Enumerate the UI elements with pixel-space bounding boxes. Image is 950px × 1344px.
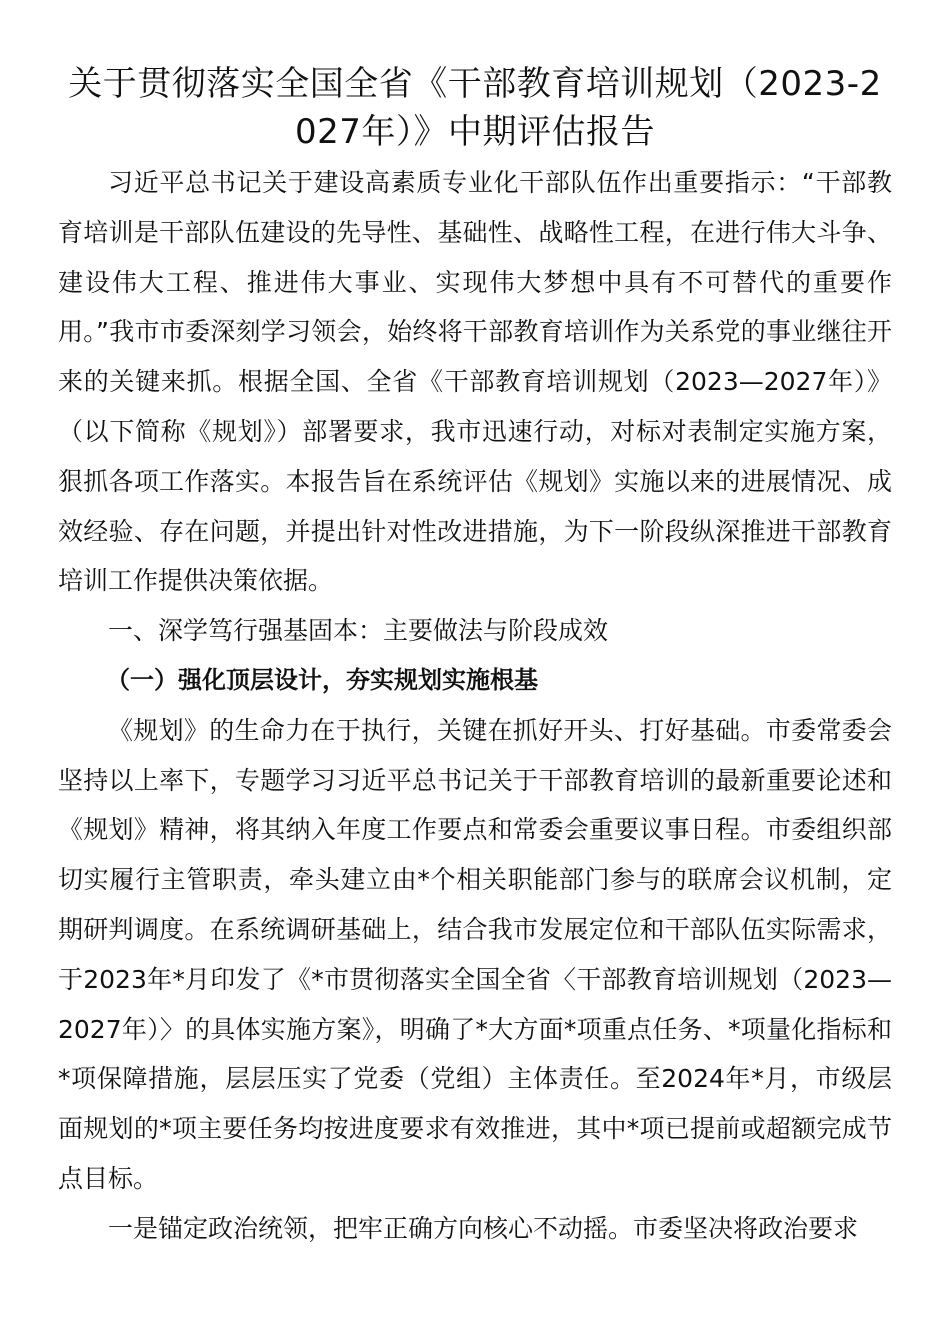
intro-paragraph: 习近平总书记关于建设高素质专业化干部队伍作出重要指示：“干部教育培训是干部队伍建设的先导性、基础性、战略性工程，在进行伟大斗争、建设伟大工程、推进伟大事业、实现伟大梦想中具有不可替代的重要作用。”我市市委深刻学习领会，始终将干部教育培训作为关系党的事业继往开来的关键来抓。根据全国、全省《干部教育培训规划（2023—2027年）》（以下简称《规划》）部署要求，我市迅速行动，对标对表制定实施方案，狠抓各项工作落实。本报告旨在系统评估《规划》实施以来的进展情况、成效经验、存在问题，并提出针对性改进措施，为下一阶段纵深推进干部教育培训工作提供决策依据。	[58, 168, 892, 596]
body-paragraph-1: 《规划》的生命力在于执行，关键在抓好开头、打好基础。市委常委会坚持以上率下，专题学习习近平总书记关于干部教育培训的最新重要论述和《规划》精神，将其纳入年度工作要点和常委会重要议事日程。市委组织部切实履行主管职责，牵头建立由*个相关职能部门参与的联席会议机制，定期研判调度。在系统调研基础上，结合我市发展定位和干部队伍实际需求，于2023年*月印发了《*市贯彻落实全国全省〈干部教育培训规划（2023—2027年）〉的具体实施方案》，明确了*大方面*项重点任务、*项量化指标和*项保障措施，层层压实了党委（党组）主体责任。至2024年*月，市级层面规划的*项主要任务均按进度要求有效推进，其中*项已提前或超额完成节点目标。	[58, 715, 892, 1193]
document-body	[58, 158, 892, 1254]
section-heading-1: 一、深学笃行强基固本：主要做法与阶段成效	[108, 616, 609, 646]
document-title: 关于贯彻落实全国全省《干部教育培训规划（2023-2027年）》中期评估报告	[68, 64, 882, 152]
body-paragraph-2: 一是锚定政治统领，把牢正确方向核心不动摇。市委坚决将政治要求	[108, 1213, 859, 1243]
subsection-heading-1: （一）强化顶层设计，夯实规划实施根基	[106, 665, 538, 694]
